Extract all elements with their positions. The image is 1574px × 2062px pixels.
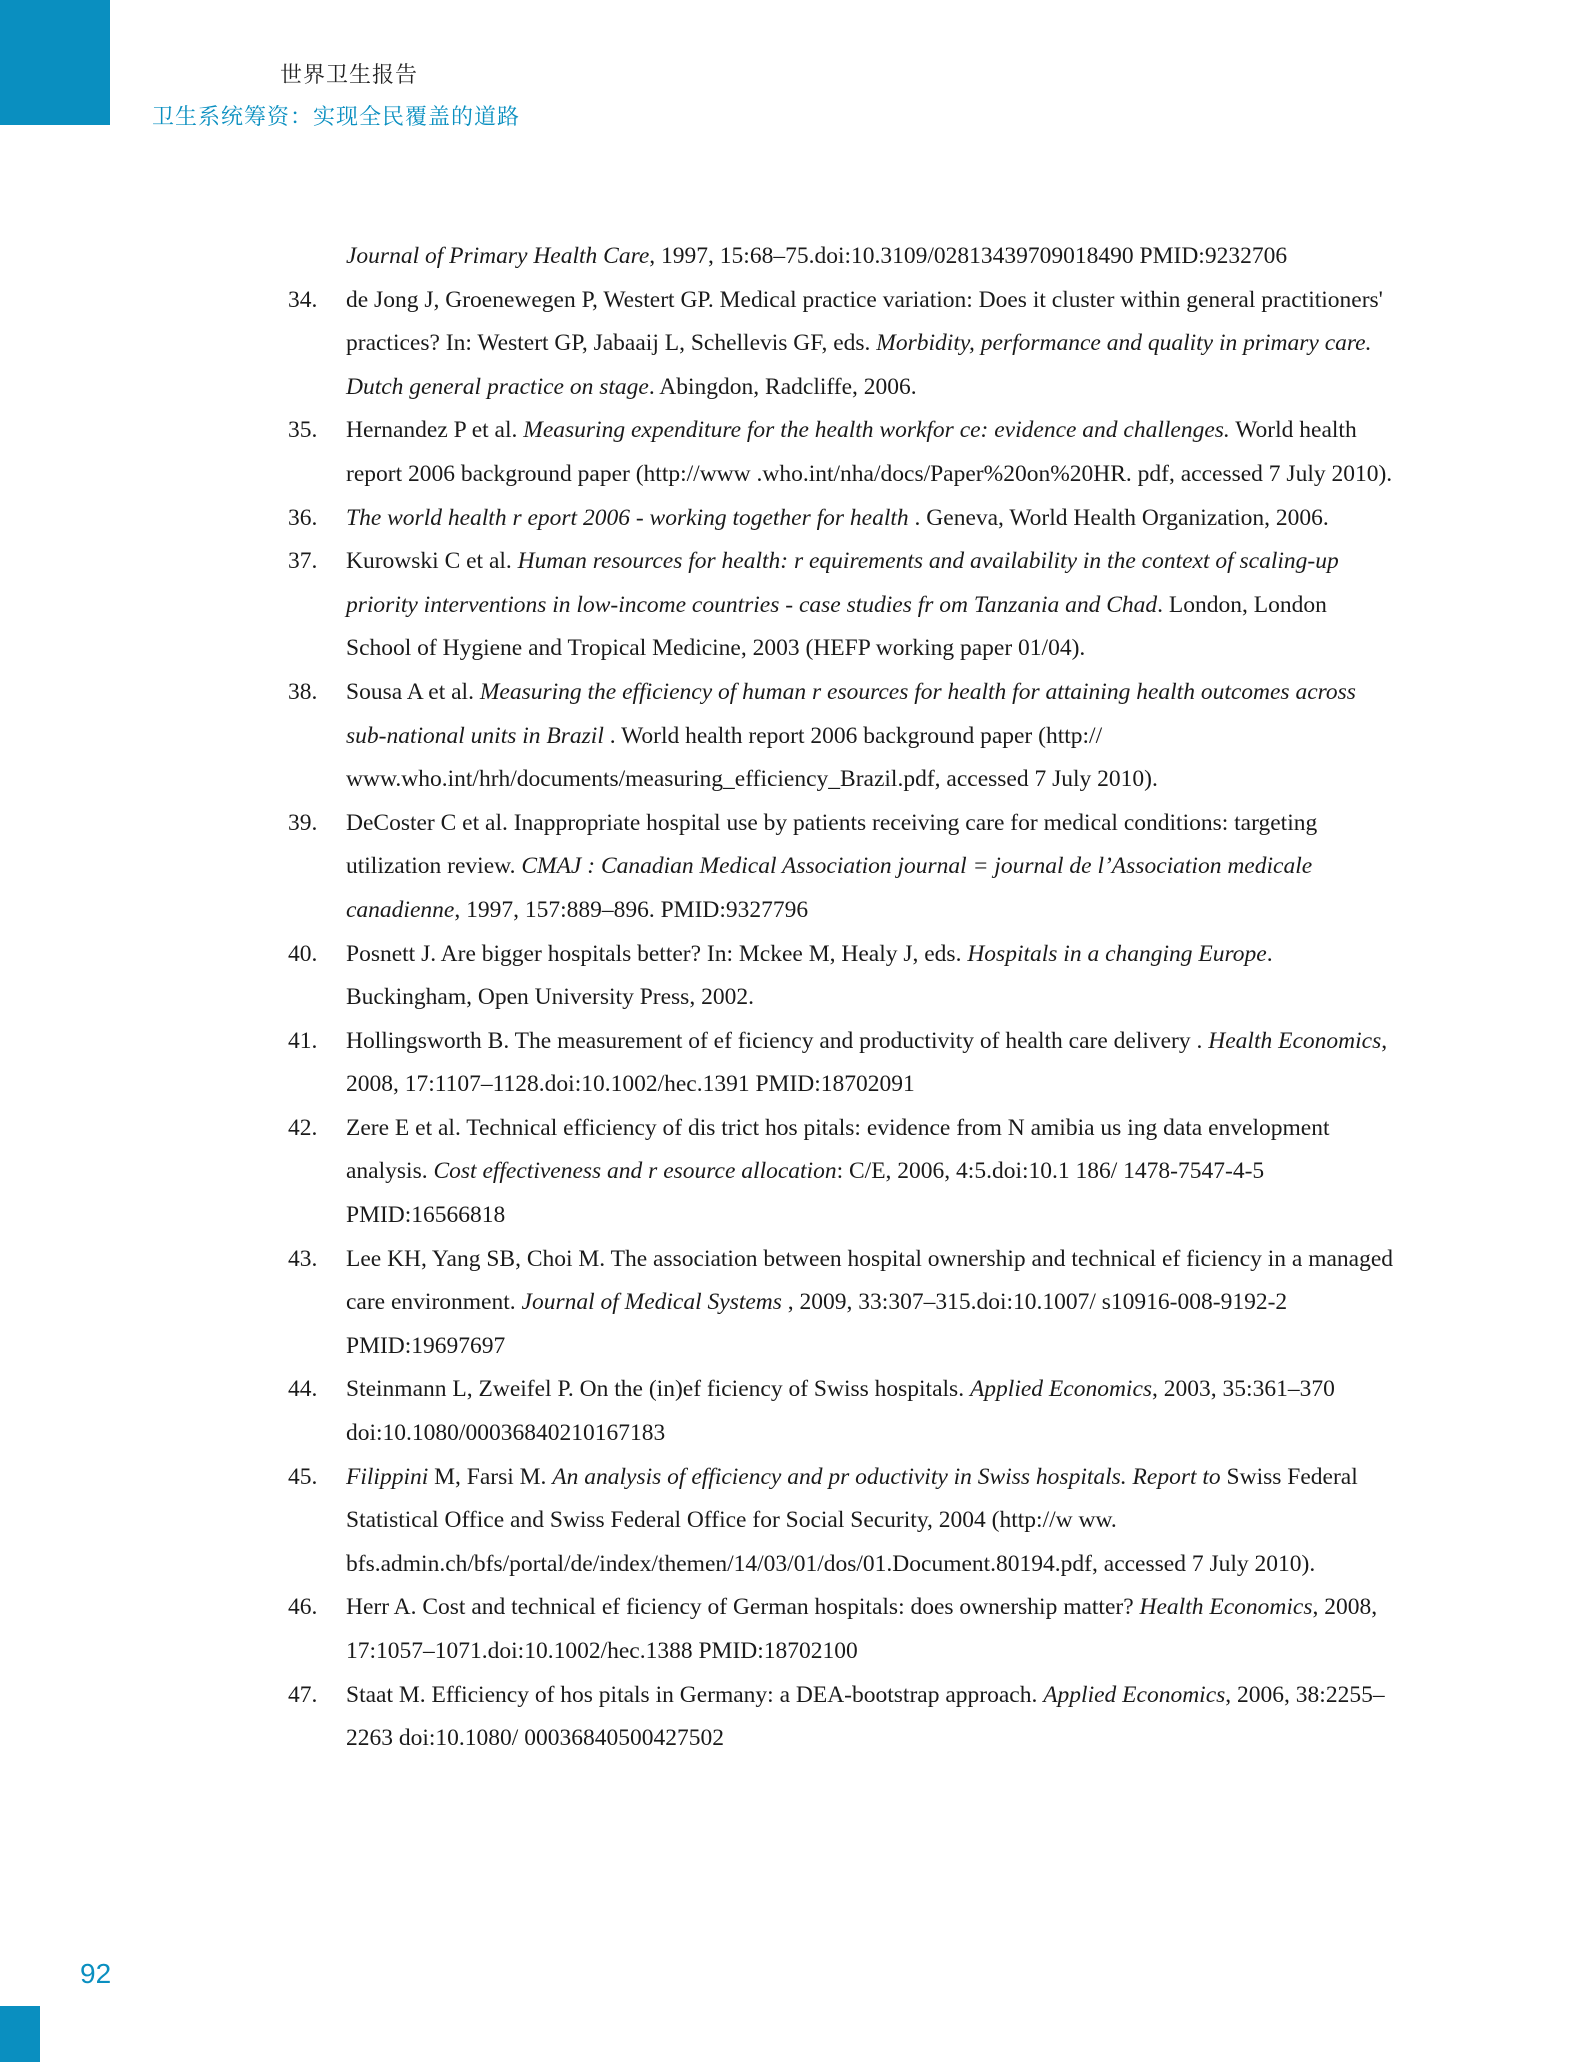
report-title: 世界卫生报告 <box>280 63 419 88</box>
reference-text-segment: M, Farsi M. <box>428 1463 553 1490</box>
reference-text-segment: Kurowski C et al. <box>346 548 518 575</box>
reference-number: 45. <box>288 1463 318 1490</box>
reference-text <box>346 409 1398 496</box>
reference-item <box>288 1586 1398 1673</box>
reference-text-segment: Hollingsworth B. The measurement of ef ficiency and productivity of health care delivery . <box>346 1027 1209 1054</box>
reference-text-segment: Herr A. Cost and technical ef ficiency of German hospitals: does ownership matter? <box>346 1594 1140 1621</box>
reference-item <box>288 1456 1398 1587</box>
reference-text-segment: . Geneva, World Health Organization, 2006. <box>908 504 1329 531</box>
reference-text-segment: Swiss Federal Statistical Office and Swiss Federal Office for Social Security, 2004 (http://w ww. bfs.admin.ch/bfs/portal/de/index/themen/14/03/01/dos/01.Document.80194.pdf, accessed 7 July 2010). <box>346 1463 1358 1577</box>
reference-title-italic: Health Economics <box>1208 1027 1382 1054</box>
header-color-block <box>0 0 110 125</box>
reference-item <box>288 933 1398 1020</box>
reference-title-italic: An analysis of efficiency and pr oductivity in Swiss hospitals. Report to <box>552 1463 1221 1490</box>
reference-item <box>288 540 1398 671</box>
reference-text-segment: Staat M. Efficiency of hos pitals in Germany: a DEA-bootstrap approach. <box>346 1681 1044 1708</box>
reference-item <box>288 802 1398 933</box>
reference-item <box>288 279 1398 410</box>
reference-item <box>288 1020 1398 1107</box>
reference-number: 36. <box>288 504 318 531</box>
reference-title-italic: Health Economics <box>1139 1594 1313 1621</box>
reference-title-italic: Measuring the efficiency of human r esources for health for attaining health outcomes across sub-national units in Brazil <box>346 678 1356 749</box>
reference-text <box>346 1368 1398 1455</box>
journal-title: Journal of Primary Health Care <box>346 243 650 269</box>
reference-item <box>288 671 1398 802</box>
reference-items <box>288 279 1398 1761</box>
reference-title-italic: Human resources for health: r equirements and availability in the context of scaling-up priority interventions in low-income countries - case studies fr om Tanzania and Chad <box>346 548 1339 618</box>
footer-color-block <box>0 2006 40 2062</box>
reference-text-segment: Steinmann L, Zweifel P. On the (in)ef ficiency of Swiss hospitals. <box>346 1376 970 1403</box>
reference-text-segment: : C/E, 2006, 4:5.doi:10.1 186/ 1478-7547-4-5 PMID:16566818 <box>346 1158 1265 1229</box>
reference-number: 40. <box>288 940 318 967</box>
reference-number: 47. <box>288 1681 318 1708</box>
citation-details: , 1997, 15:68–75.doi:10.3109/02813439709018490 PMID:9232706 <box>649 243 1288 269</box>
reference-text <box>346 1020 1398 1107</box>
reference-text-segment: , 1997, 157:889–896. PMID:9327796 <box>454 896 809 923</box>
reference-item <box>288 1674 1398 1761</box>
reference-text <box>346 540 1398 671</box>
reference-continuation <box>288 235 1398 279</box>
reference-text-segment: de Jong J, Groenewegen P, Westert GP. Medical practice variation: Does it cluster within general practitioners' practices? In: Westert GP, Jabaaij L, Schellevis GF, eds. <box>346 286 1383 357</box>
reference-text <box>346 1674 1398 1761</box>
reference-text-segment: , 2003, 35:361–370 doi:10.1080/00036840210167183 <box>346 1376 1335 1447</box>
reference-list <box>288 235 1398 1761</box>
reference-number: 42. <box>288 1114 318 1141</box>
reference-text-segment: World health report 2006 background paper (http://www .who.int/nha/docs/Paper%20on%20HR. pdf, accessed 7 July 2010). <box>346 417 1393 487</box>
reference-title-italic: Filippini <box>346 1463 429 1490</box>
reference-text-segment: , 2009, 33:307–315.doi:10.1007/ s10916-008-9192-2 PMID:19697697 <box>346 1289 1288 1359</box>
reference-number: 39. <box>288 809 318 836</box>
reference-title-italic: CMAJ : Canadian Medical Association journal = journal de l’Association medicale canadienne <box>346 853 1313 923</box>
reference-item <box>288 497 1398 541</box>
reference-number: 37. <box>288 548 318 575</box>
reference-text-segment: , 2008, 17:1057–1071.doi:10.1002/hec.1388 PMID:18702100 <box>346 1594 1378 1664</box>
reference-item <box>288 1368 1398 1455</box>
reference-text-segment: DeCoster C et al. Inappropriate hospital use by patients receiving care for medical conditions: targeting utilization review. <box>346 809 1318 880</box>
reference-title-italic: Measuring expenditure for the health workfor ce: evidence and challenges. <box>523 417 1230 444</box>
reference-text-segment: . London, London School of Hygiene and Tropical Medicine, 2003 (HEFP working paper 01/04). <box>346 591 1327 662</box>
reference-title-italic: Journal of Medical Systems <box>521 1289 782 1316</box>
reference-number: 46. <box>288 1594 318 1621</box>
reference-text <box>346 1238 1398 1369</box>
reference-text-segment: Posnett J. Are bigger hospitals better? In: Mckee M, Healy J, eds. <box>346 940 968 967</box>
reference-title-italic: Applied Economics <box>1043 1681 1226 1708</box>
reference-number: 41. <box>288 1027 318 1054</box>
reference-text-segment: Lee KH, Yang SB, Choi M. The association between hospital ownership and technical ef ficiency in a managed care environment. <box>346 1245 1394 1316</box>
reference-text <box>346 671 1398 802</box>
reference-text-segment: . Buckingham, Open University Press, 2002. <box>346 940 1273 1011</box>
reference-title-italic: Morbidity, performance and quality in primary care. Dutch general practice on stage <box>346 330 1372 400</box>
reference-item <box>288 1238 1398 1369</box>
reference-title-italic: Applied Economics <box>969 1376 1153 1403</box>
reference-number: 35. <box>288 417 318 444</box>
reference-text-segment: . Abingdon, Radcliffe, 2006. <box>648 373 917 400</box>
reference-text <box>346 1586 1398 1673</box>
reference-text <box>346 497 1398 541</box>
reference-title-italic: Hospitals in a changing Europe <box>967 940 1267 967</box>
reference-item <box>288 409 1398 496</box>
reference-text <box>346 933 1398 1020</box>
reference-text-segment: Sousa A et al. <box>346 678 480 705</box>
reference-title-italic: The world health r eport 2006 - working together for health <box>346 504 909 531</box>
reference-number: 38. <box>288 678 318 705</box>
reference-text-segment: , 2008, 17:1107–1128.doi:10.1002/hec.1391 PMID:18702091 <box>346 1027 1388 1098</box>
reference-text <box>346 802 1398 933</box>
reference-text-segment: Hernandez P et al. <box>346 417 524 444</box>
reference-number: 43. <box>288 1245 318 1272</box>
reference-text <box>346 279 1398 410</box>
reference-number: 44. <box>288 1376 318 1403</box>
reference-text <box>346 1456 1398 1587</box>
reference-text <box>346 1107 1398 1238</box>
page-number: 92 <box>80 1958 112 1989</box>
reference-text-segment: Zere E et al. Technical efficiency of dis trict hos pitals: evidence from N amibia us ing data envelopment analysis. <box>346 1114 1330 1185</box>
reference-number: 34. <box>288 286 318 313</box>
reference-item <box>288 1107 1398 1238</box>
reference-text-segment: , 2006, 38:2255–2263 doi:10.1080/ 00036840500427502 <box>346 1681 1385 1752</box>
report-subtitle: 卫生系统筹资：实现全民覆盖的道路 <box>152 105 521 130</box>
reference-text-segment: . World health report 2006 background paper (http:// www.who.int/hrh/documents/measuring_efficiency_Brazil.pdf, accessed 7 July 2010). <box>346 722 1158 793</box>
reference-title-italic: Cost effectiveness and r esource allocation <box>433 1158 837 1185</box>
